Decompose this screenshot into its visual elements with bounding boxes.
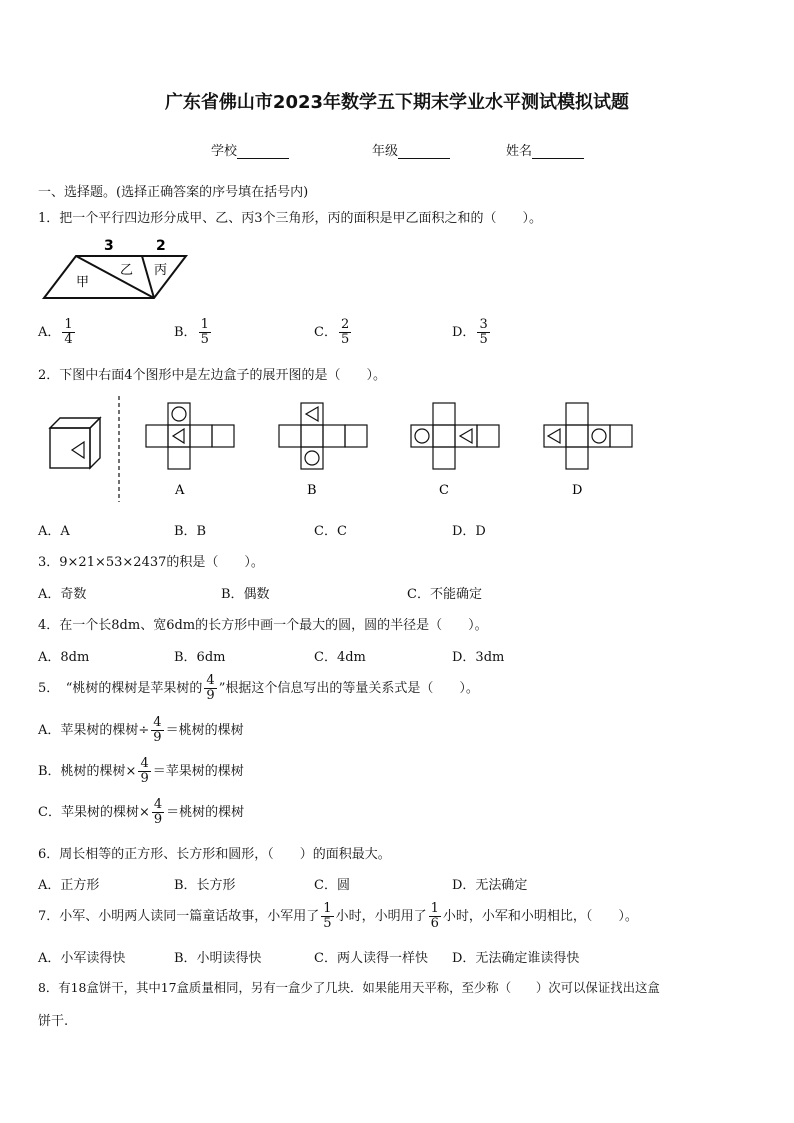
box-nets-figure [38, 394, 648, 504]
q1-option-b[interactable]: B． $\frac{1}{5}$ [174, 317, 209, 347]
q7-option-a[interactable]: A．小军读得快 [38, 951, 126, 966]
fig-label-bing: 丙 [154, 263, 168, 278]
q2-option-b[interactable]: B．B [174, 524, 207, 539]
net-b [279, 403, 367, 469]
q5-stem: 5． “桃树的棵树是苹果树的 $\frac{4}{9}$ ”根据这个信息写出的等量关系式是（ ）。 [38, 673, 479, 703]
name-blank [532, 145, 584, 159]
net-c [411, 403, 499, 469]
q3-option-c[interactable]: C．不能确定 [407, 587, 482, 602]
q6-stem: 6．周长相等的正方形、长方形和圆形，（ ）的面积最大。 [38, 847, 391, 862]
q4-stem: 4．在一个长8dm、宽6dm的长方形中画一个最大的圆，圆的半径是（ ）。 [38, 618, 488, 633]
q3-option-a[interactable]: A．奇数 [38, 587, 87, 602]
net-a [146, 403, 234, 469]
school-field [211, 140, 289, 159]
page-title: 广东省佛山市2023年数学五下期末学业水平测试模拟试题 [164, 92, 630, 113]
q6-option-b[interactable]: B．长方形 [174, 878, 236, 893]
grade-blank [398, 145, 450, 159]
q2-option-d[interactable]: D．D [452, 524, 486, 539]
fig-label-3: 3 [104, 238, 114, 254]
net-label-c: C [439, 483, 449, 498]
school-label: 学校 [211, 144, 238, 159]
q7-option-b[interactable]: B．小明读得快 [174, 951, 262, 966]
q2-stem: 2．下图中右面4个图形中是左边盒子的展开图的是（ ）。 [38, 368, 387, 383]
school-blank [237, 145, 289, 159]
q7-option-d[interactable]: D．无法确定谁读得快 [452, 951, 580, 966]
q4-option-b[interactable]: B．6dm [174, 650, 226, 665]
q2-option-c[interactable]: C．C [314, 524, 347, 539]
net-d [544, 403, 632, 469]
q8-stem-line1: 8．有18盒饼干，其中17盒质量相同，另有一盒少了几块．如果能用天平称，至少称（ ）次可以保证找出这盒 [38, 980, 660, 995]
q4-option-d[interactable]: D．3dm [452, 650, 505, 665]
fig-label-jia: 甲 [76, 275, 90, 290]
q6-option-a[interactable]: A．正方形 [38, 878, 100, 893]
q2-option-a[interactable]: A．A [38, 524, 70, 539]
q6-option-d[interactable]: D．无法确定 [452, 878, 528, 893]
fig-label-2: 2 [156, 238, 166, 254]
grade-label: 年级 [372, 144, 399, 159]
cube-drawing [50, 418, 100, 468]
name-field [506, 140, 584, 159]
q8-stem-line2: 饼干. [38, 1014, 69, 1029]
q7-stem: 7．小军、小明两人读同一篇童话故事，小军用了 $\frac{1}{5}$ 小时，小明用了 $\frac{1}{6}$ 小时，小军和小明相比，（ ）。 [38, 901, 638, 931]
q6-option-c[interactable]: C．圆 [314, 878, 350, 893]
net-label-b: B [307, 483, 317, 498]
net-label-a: A [175, 483, 185, 498]
q1-option-c[interactable]: C． $\frac{2}{5}$ [314, 317, 350, 347]
q4-option-a[interactable]: A．8dm [38, 650, 90, 665]
q1-option-a[interactable]: A． $\frac{1}{4}$ [38, 317, 73, 347]
q1-option-d[interactable]: D． $\frac{3}{5}$ [452, 317, 488, 347]
parallelogram-figure [38, 236, 198, 302]
q1-stem: 1．把一个平行四边形分成甲、乙、丙3个三角形，丙的面积是甲乙面积之和的（ ）。 [38, 211, 543, 226]
name-label: 姓名 [506, 144, 533, 159]
grade-field [372, 140, 450, 159]
q7-option-c[interactable]: C．两人读得一样快 [314, 951, 428, 966]
net-label-d: D [572, 483, 583, 498]
fig-label-yi: 乙 [120, 263, 134, 278]
q4-option-c[interactable]: C．4dm [314, 650, 366, 665]
q5-option-b[interactable]: B．桃树的棵树× $\frac{4}{9}$ ＝苹果树的棵树 [38, 756, 244, 786]
q5-option-a[interactable]: A．苹果树的棵树÷ $\frac{4}{9}$ ＝桃树的棵树 [38, 715, 244, 745]
q5-option-c[interactable]: C．苹果树的棵树× $\frac{4}{9}$ ＝桃树的棵树 [38, 797, 245, 827]
section-heading: 一、选择题。(选择正确答案的序号填在括号内) [38, 185, 309, 200]
q3-option-b[interactable]: B．偶数 [221, 587, 270, 602]
q3-stem: 3．9×21×53×2437的积是（ ）。 [38, 555, 264, 570]
